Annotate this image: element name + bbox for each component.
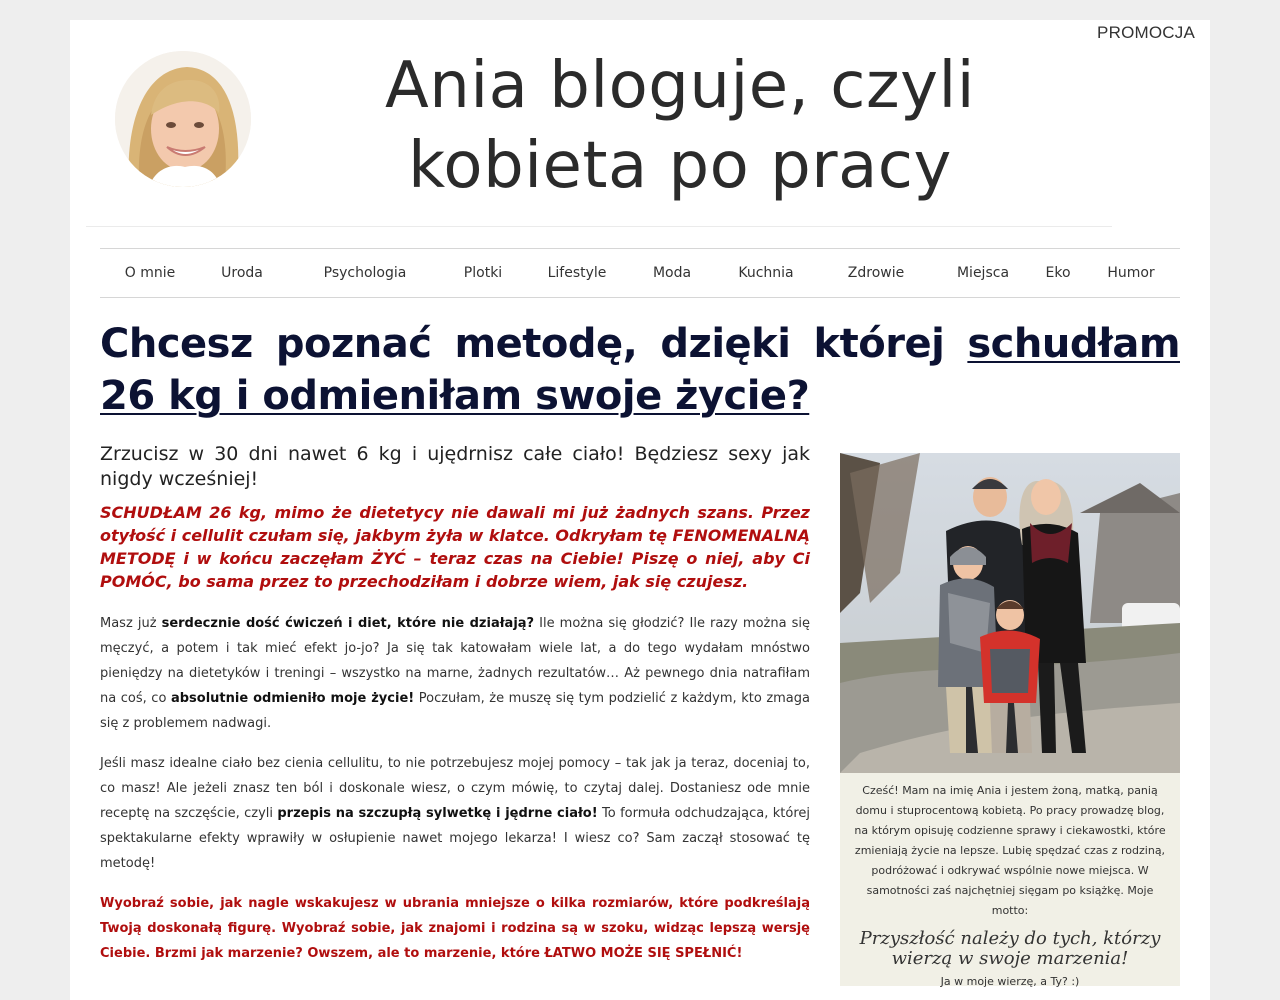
site-title-line1: Ania bloguje, czyli <box>385 49 975 123</box>
article-paragraph-1 <box>100 611 810 736</box>
nav-item-kuchnia[interactable]: Kuchnia <box>738 265 794 281</box>
nav-item-psychologia[interactable]: Psychologia <box>323 265 407 281</box>
nav-item-lifestyle[interactable]: Lifestyle <box>547 265 607 281</box>
p1-text-a: Masz już <box>100 616 162 631</box>
article-headline <box>100 318 1180 422</box>
article-red-bold-paragraph: Wyobraź sobie, jak nagle wskakujesz w ubrania mniejsze o kilka rozmiarów, które podkreślają Twoją doskonałą figurę. Wyobraź sobie, jak znajomi i rodzina są w szoku, widząc lepszą wersję Ciebie. Brzmi jak marzenie? Owszem, ale to marzenie, które ŁATWO MOŻE SIĘ SPEŁNIĆ! <box>100 896 810 961</box>
nav-item-moda[interactable]: Moda <box>652 265 692 281</box>
p1-text-e: Poczułam, że muszę się tym podzielić z każdym, kto zmaga się z problemem nadwagi. <box>100 691 810 731</box>
site-title-line2: kobieta po pracy <box>408 129 952 203</box>
author-motto: Przyszłość należy do tych, którzy wierzą w swoje marzenia! <box>859 928 1161 969</box>
author-bio-text: Cześć! Mam na imię Ania i jestem żoną, matką, panią domu i stuprocentową kobietą. Po pracy prowadzę blog, na którym opisuję codzienne sprawy i ciekawostki, które zmieniają życie na lepsze. Lubię spędzać czas z rodziną, podróżować i odkrywać wspólnie nowe miejsca. W samotności zaś najchętniej sięgam po książkę. Moje motto: <box>854 784 1166 917</box>
nav-item-humor[interactable]: Humor <box>1107 265 1155 281</box>
nav-item-uroda[interactable]: Uroda <box>221 265 263 281</box>
site-title[interactable] <box>310 46 1050 206</box>
headline-underlined-text: schudłam 26 kg i odmieniłam swoje życie? <box>100 321 1180 419</box>
header-divider <box>86 226 1112 227</box>
article-lead: Zrzucisz w 30 dni nawet 6 kg i ujędrnisz całe ciało! Będziesz sexy jak nigdy wcześniej! <box>100 443 810 490</box>
family-photo-image <box>840 453 1180 773</box>
headline-text: Chcesz poznać metodę, dzięki której <box>100 321 968 367</box>
main-navigation <box>100 248 1180 298</box>
p1-text-c: Ile można się głodzić? Ile razy można się męczyć, a potem i tak mieć efekt jo-jo? Ja się tak katowałam wiele lat, a do tego wydałam mnóstwo pieniędzy na dietetyków i treningi – wszystko na marne, żadnych rezultatów… Aż pewnego dnia natrafiłam na coś, co <box>100 616 811 706</box>
nav-item-eko[interactable]: Eko <box>1045 265 1071 281</box>
page-container <box>70 20 1210 1000</box>
article-red-intro: SCHUDŁAM 26 kg, mimo że dietetycy nie dawali mi już żadnych szans. Przez otyłość i cellulit czułam się, jakbym żyła w klatce. Odkryłam tę FENOMENALNĄ METODĘ i w końcu zaczęłam ŻYĆ – teraz czas na Ciebie! Piszę o niej, aby Ci POMÓC, bo sama przez to przechodziłam i dobrze wiem, jak się czujesz. <box>100 503 810 591</box>
p2-bold-b: przepis na szczupłą sylwetkę i jędrne ciało! <box>277 806 598 821</box>
nav-item-miejsca[interactable]: Miejsca <box>956 265 1010 281</box>
p2-text-a: Jeśli masz idealne ciało bez cienia cellulitu, to nie potrzebujesz mojej pomocy – tak jak ja teraz, doceniaj to, co masz! Ale jeżeli znasz ten ból i doskonale wiesz, o czym mówię, to czytaj dalej. Dostaniesz ode mnie receptę na szczęście, czyli <box>100 756 810 821</box>
p2-text-c: To formuła odchudzająca, której spektakularne efekty wprawiły w osłupienie nawet mojego lekarza! I wiesz co? Sam zaczął stosować tę metodę! <box>100 806 810 871</box>
author-bio-box <box>840 773 1180 986</box>
article-body <box>100 442 810 966</box>
promo-link[interactable]: PROMOCJA <box>1097 23 1195 42</box>
author-question: Ja w moje wierzę, a Ty? :) <box>940 975 1080 988</box>
p1-bold-d: absolutnie odmieniło moje życie! <box>170 691 415 706</box>
nav-item-zdrowie[interactable]: Zdrowie <box>847 265 905 281</box>
author-portrait-image <box>115 51 251 187</box>
nav-item-o-mnie[interactable]: O mnie <box>124 265 176 281</box>
author-avatar <box>115 51 251 187</box>
p1-bold-b: serdecznie dość ćwiczeń i diet, które nie działają? <box>161 616 535 631</box>
nav-item-plotki[interactable]: Plotki <box>463 265 503 281</box>
family-photo <box>840 453 1180 773</box>
article-paragraph-2 <box>100 751 810 876</box>
